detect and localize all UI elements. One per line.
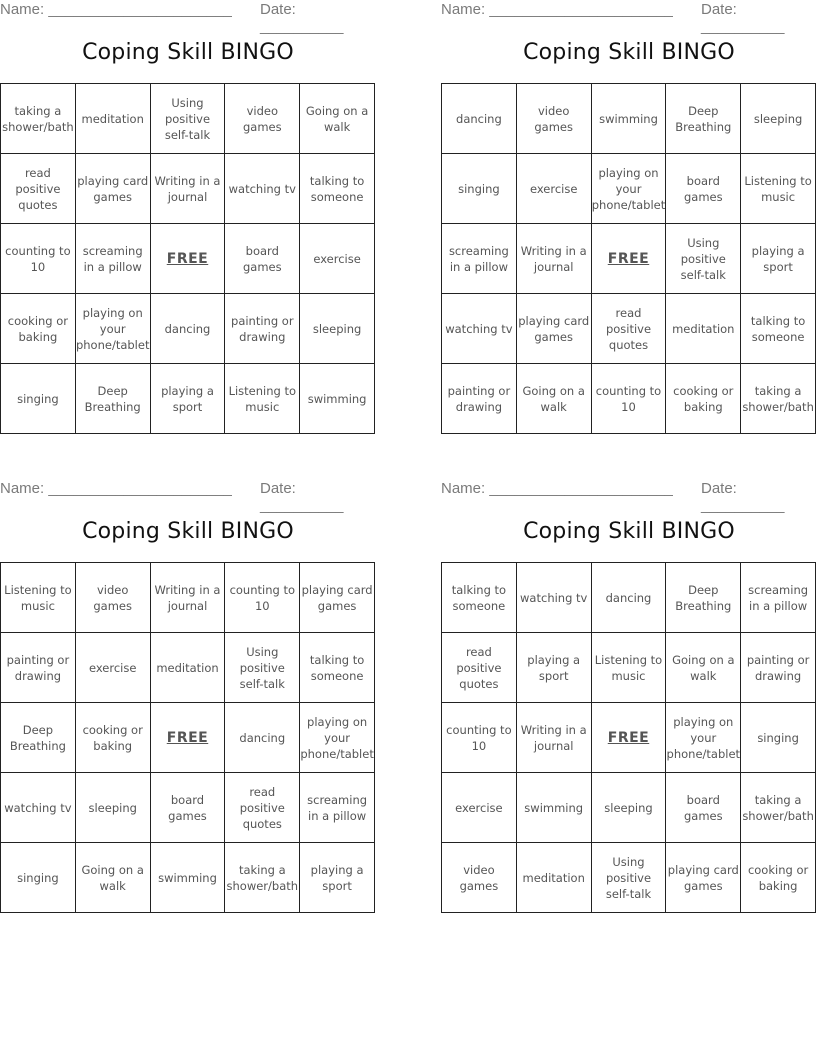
bingo-cell: meditation: [517, 843, 592, 913]
bingo-cell: counting to 10: [592, 364, 667, 434]
bingo-cell: talking to someone: [300, 633, 375, 703]
bingo-cell: singing: [741, 703, 816, 773]
bingo-grid: [0, 83, 375, 434]
bingo-cell: playing on your phone/tablet: [76, 294, 151, 364]
bingo-cell: meditation: [151, 633, 226, 703]
bingo-cell: cooking or baking: [666, 364, 741, 434]
bingo-cell: swimming: [517, 773, 592, 843]
bingo-cell: sleeping: [76, 773, 151, 843]
bingo-cell: Going on a walk: [517, 364, 592, 434]
bingo-cell: screaming in a pillow: [442, 224, 517, 294]
bingo-cell: video games: [517, 84, 592, 154]
name-field-label: Name: ______________________: [0, 480, 232, 497]
bingo-cell: Going on a walk: [666, 633, 741, 703]
bingo-cell: Going on a walk: [300, 84, 375, 154]
bingo-cell: Using positive self-talk: [592, 843, 667, 913]
bingo-grid: [0, 562, 375, 913]
name-field-label: Name: ______________________: [441, 1, 673, 18]
bingo-cell: painting or drawing: [442, 364, 517, 434]
bingo-cell: Going on a walk: [76, 843, 151, 913]
bingo-cell: read positive quotes: [592, 294, 667, 364]
bingo-cell: singing: [442, 154, 517, 224]
bingo-cell: read positive quotes: [225, 773, 300, 843]
free-space-cell: FREE: [151, 224, 226, 294]
name-field-label: Name: ______________________: [0, 1, 232, 18]
bingo-cell: video games: [225, 84, 300, 154]
bingo-cell: Writing in a journal: [151, 154, 226, 224]
bingo-cell: playing on your phone/tablet: [592, 154, 667, 224]
bingo-cell: counting to 10: [442, 703, 517, 773]
bingo-cell: taking a shower/bath: [1, 84, 76, 154]
bingo-cell: video games: [76, 563, 151, 633]
bingo-cell: read positive quotes: [442, 633, 517, 703]
bingo-cell: cooking or baking: [741, 843, 816, 913]
bingo-cell: watching tv: [517, 563, 592, 633]
bingo-cell: board games: [666, 154, 741, 224]
bingo-cell: Using positive self-talk: [666, 224, 741, 294]
card-title: Coping Skill BINGO: [523, 519, 735, 544]
bingo-cell: Deep Breathing: [666, 563, 741, 633]
bingo-cell: board games: [225, 224, 300, 294]
bingo-cell: cooking or baking: [1, 294, 76, 364]
bingo-cell: swimming: [151, 843, 226, 913]
free-space-cell: FREE: [592, 224, 667, 294]
card-title: Coping Skill BINGO: [523, 40, 735, 65]
bingo-cell: exercise: [300, 224, 375, 294]
bingo-cell: dancing: [225, 703, 300, 773]
bingo-cell: swimming: [592, 84, 667, 154]
name-field-label: Name: ______________________: [441, 480, 673, 497]
bingo-cell: dancing: [442, 84, 517, 154]
bingo-cell: Using positive self-talk: [225, 633, 300, 703]
bingo-cell: watching tv: [225, 154, 300, 224]
bingo-cell: sleeping: [741, 84, 816, 154]
bingo-cell: playing card games: [300, 563, 375, 633]
bingo-cell: Listening to music: [1, 563, 76, 633]
card-header: [441, 480, 816, 514]
bingo-cell: talking to someone: [741, 294, 816, 364]
card-header: [441, 1, 816, 35]
bingo-cell: screaming in a pillow: [741, 563, 816, 633]
card-header: [0, 1, 376, 35]
bingo-cell: playing a sport: [741, 224, 816, 294]
bingo-cell: dancing: [151, 294, 226, 364]
bingo-cell: sleeping: [300, 294, 375, 364]
bingo-cell: Writing in a journal: [517, 224, 592, 294]
free-space-cell: FREE: [151, 703, 226, 773]
bingo-cell: sleeping: [592, 773, 667, 843]
bingo-cell: watching tv: [1, 773, 76, 843]
bingo-cell: playing a sport: [300, 843, 375, 913]
bingo-cell: swimming: [300, 364, 375, 434]
card-header: [0, 480, 376, 514]
bingo-cell: Listening to music: [741, 154, 816, 224]
bingo-cell: playing card games: [76, 154, 151, 224]
bingo-cell: talking to someone: [300, 154, 375, 224]
bingo-cell: screaming in a pillow: [300, 773, 375, 843]
bingo-cell: Using positive self-talk: [151, 84, 226, 154]
date-field-label: Date: __________: [260, 1, 344, 35]
bingo-cell: playing card games: [666, 843, 741, 913]
bingo-cell: exercise: [442, 773, 517, 843]
bingo-cell: counting to 10: [1, 224, 76, 294]
date-field-label: Date: __________: [701, 1, 785, 35]
bingo-cell: taking a shower/bath: [225, 843, 300, 913]
bingo-cell: Deep Breathing: [76, 364, 151, 434]
bingo-cell: playing on your phone/tablet: [300, 703, 375, 773]
bingo-cell: meditation: [666, 294, 741, 364]
bingo-cell: Listening to music: [225, 364, 300, 434]
card-title: Coping Skill BINGO: [82, 40, 294, 65]
bingo-grid: [441, 83, 816, 434]
bingo-cell: painting or drawing: [225, 294, 300, 364]
bingo-cell: dancing: [592, 563, 667, 633]
bingo-cell: taking a shower/bath: [741, 773, 816, 843]
date-field-label: Date: __________: [701, 480, 785, 514]
bingo-cell: cooking or baking: [76, 703, 151, 773]
bingo-cell: read positive quotes: [1, 154, 76, 224]
bingo-cell: video games: [442, 843, 517, 913]
bingo-grid: [441, 562, 816, 913]
bingo-cell: meditation: [76, 84, 151, 154]
bingo-cell: singing: [1, 364, 76, 434]
bingo-cell: screaming in a pillow: [76, 224, 151, 294]
bingo-cell: watching tv: [442, 294, 517, 364]
bingo-cell: painting or drawing: [1, 633, 76, 703]
bingo-cell: exercise: [517, 154, 592, 224]
bingo-cell: playing a sport: [517, 633, 592, 703]
bingo-cell: talking to someone: [442, 563, 517, 633]
bingo-cell: playing card games: [517, 294, 592, 364]
bingo-cell: Deep Breathing: [666, 84, 741, 154]
bingo-cell: painting or drawing: [741, 633, 816, 703]
date-field-label: Date: __________: [260, 480, 344, 514]
bingo-cell: board games: [151, 773, 226, 843]
free-space-cell: FREE: [592, 703, 667, 773]
bingo-cell: exercise: [76, 633, 151, 703]
bingo-cell: board games: [666, 773, 741, 843]
bingo-cell: Writing in a journal: [151, 563, 226, 633]
card-title: Coping Skill BINGO: [82, 519, 294, 544]
bingo-cell: Writing in a journal: [517, 703, 592, 773]
bingo-cell: Listening to music: [592, 633, 667, 703]
bingo-cell: taking a shower/bath: [741, 364, 816, 434]
bingo-cell: playing on your phone/tablet: [666, 703, 741, 773]
bingo-cell: counting to 10: [225, 563, 300, 633]
bingo-cell: playing a sport: [151, 364, 226, 434]
bingo-cell: Deep Breathing: [1, 703, 76, 773]
bingo-cell: singing: [1, 843, 76, 913]
